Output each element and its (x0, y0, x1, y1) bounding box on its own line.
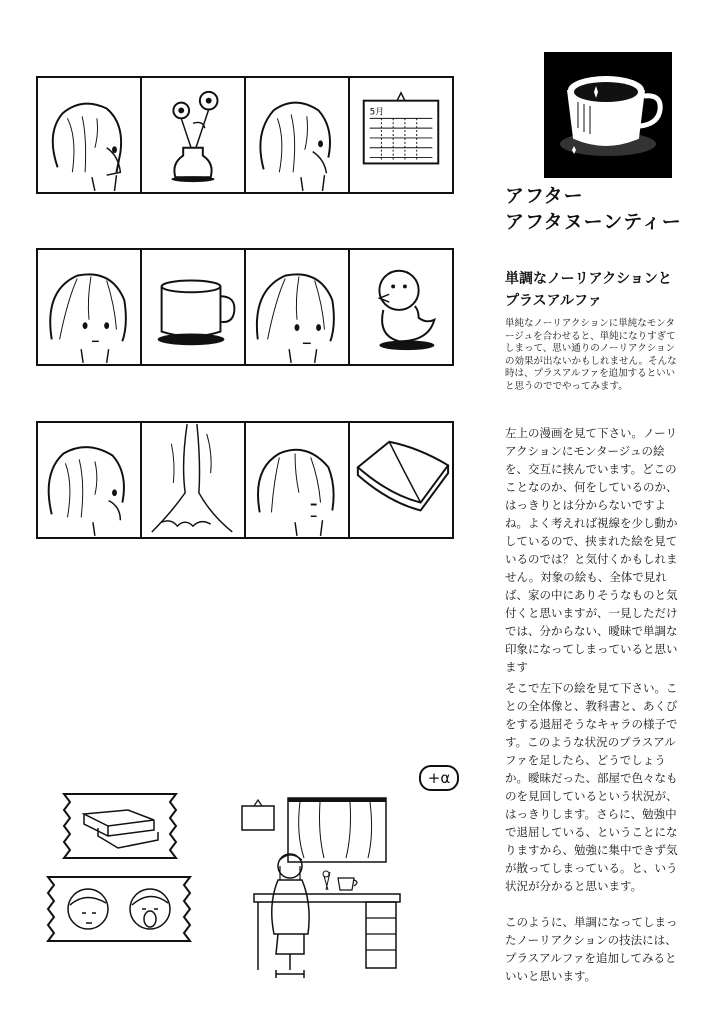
coffee-cup-illustration (544, 52, 672, 178)
panel-girl-look (246, 78, 350, 192)
title-line-1: アフター (505, 185, 584, 207)
panel-calendar (350, 78, 452, 192)
yawning-girl-icon (46, 875, 192, 943)
flower-vase-icon (142, 78, 244, 192)
plus-alpha-badge: +α (419, 765, 459, 791)
body-paragraph-2: そこで左下の絵を見て下さい。ことの全体像と、教科書と、あくびをする退屈そうなキャラの様子です。このような状況のプラスアルファを足したら、どうでしょうか。曖昧だった、部屋で色々なものを見回しているという状況が、はっきりします。さらに、勉強中で退屈している、ということになりますから、勉強に集中できず気が散ってしまっている。と、いう状況が分かると思います。 (505, 681, 678, 893)
desk-study-scene (240, 794, 416, 984)
girl-front-icon-2 (246, 250, 348, 364)
panel-girl-front-2 (246, 250, 350, 364)
yawn-tape-panel (46, 875, 192, 943)
girl-side-icon-3 (38, 423, 140, 537)
calendar-icon (350, 78, 452, 192)
panel-duck (350, 250, 452, 364)
panel-book (350, 423, 452, 537)
girl-face-icon-2 (246, 78, 348, 192)
panel-flower-vase (142, 78, 246, 192)
intro-note: 単純なノーリアクションに単純なモンタージュを合わせると、単純になりすぎてしまって、思い通りのノーリアクションの効果が出ないかもしれません。そんな時は、プラスアルファを追加するといいと思うのででやってみます。 (505, 318, 677, 392)
subtitle-line-1: 単調なノーリアクションと (505, 271, 672, 287)
panel-curtain (142, 423, 246, 537)
girl-front-icon (38, 250, 140, 364)
page-title (505, 183, 682, 235)
coffee-cup-icon (544, 52, 672, 178)
subtitle-line-2: プラスアルファ (505, 293, 602, 309)
girl-down-icon (246, 423, 348, 537)
rubber-duck-icon (350, 250, 452, 364)
comic-strip-1 (36, 76, 454, 194)
girl-face-icon (38, 78, 140, 192)
panel-girl-side-3 (38, 423, 142, 537)
curtain-icon (142, 423, 244, 537)
mug-icon (142, 250, 244, 364)
title-line-2: アフタヌーンティー (505, 211, 682, 233)
panel-mug (142, 250, 246, 364)
section-subtitle (505, 268, 680, 312)
body-paragraph-3: このように、単調になってしまったノーリアクションの技法には、プラスアルファを追加してみるといいと思います。 (505, 915, 678, 983)
panel-girl-side (38, 78, 142, 192)
panel-girl-down (246, 423, 350, 537)
comic-strip-2 (36, 248, 454, 366)
desk-scene-icon (240, 794, 416, 984)
textbook-tape-panel (58, 792, 182, 860)
open-book-icon (350, 423, 452, 537)
body-paragraph-1: 左上の漫画を見て下さい。ノーリアクションにモンタージュの絵を、交互に挟んでいます。どこのことなのか、何をしているのか、はっきりとは分からないですよね。よく考えれば視線を少し動かしているので、挟まれた絵を見ているのでは？と気付くかもしれません。対象の絵も、全体で見れば、家の中にありそうなものと気付くと思いますが、一見しただけでは、分からない、曖昧で単調な印象になってしまっていると思います (505, 426, 678, 674)
comic-strip-3 (36, 421, 454, 539)
calendar-month-label: 5月 (369, 107, 385, 118)
panel-girl-front (38, 250, 142, 364)
textbooks-icon (58, 792, 182, 860)
